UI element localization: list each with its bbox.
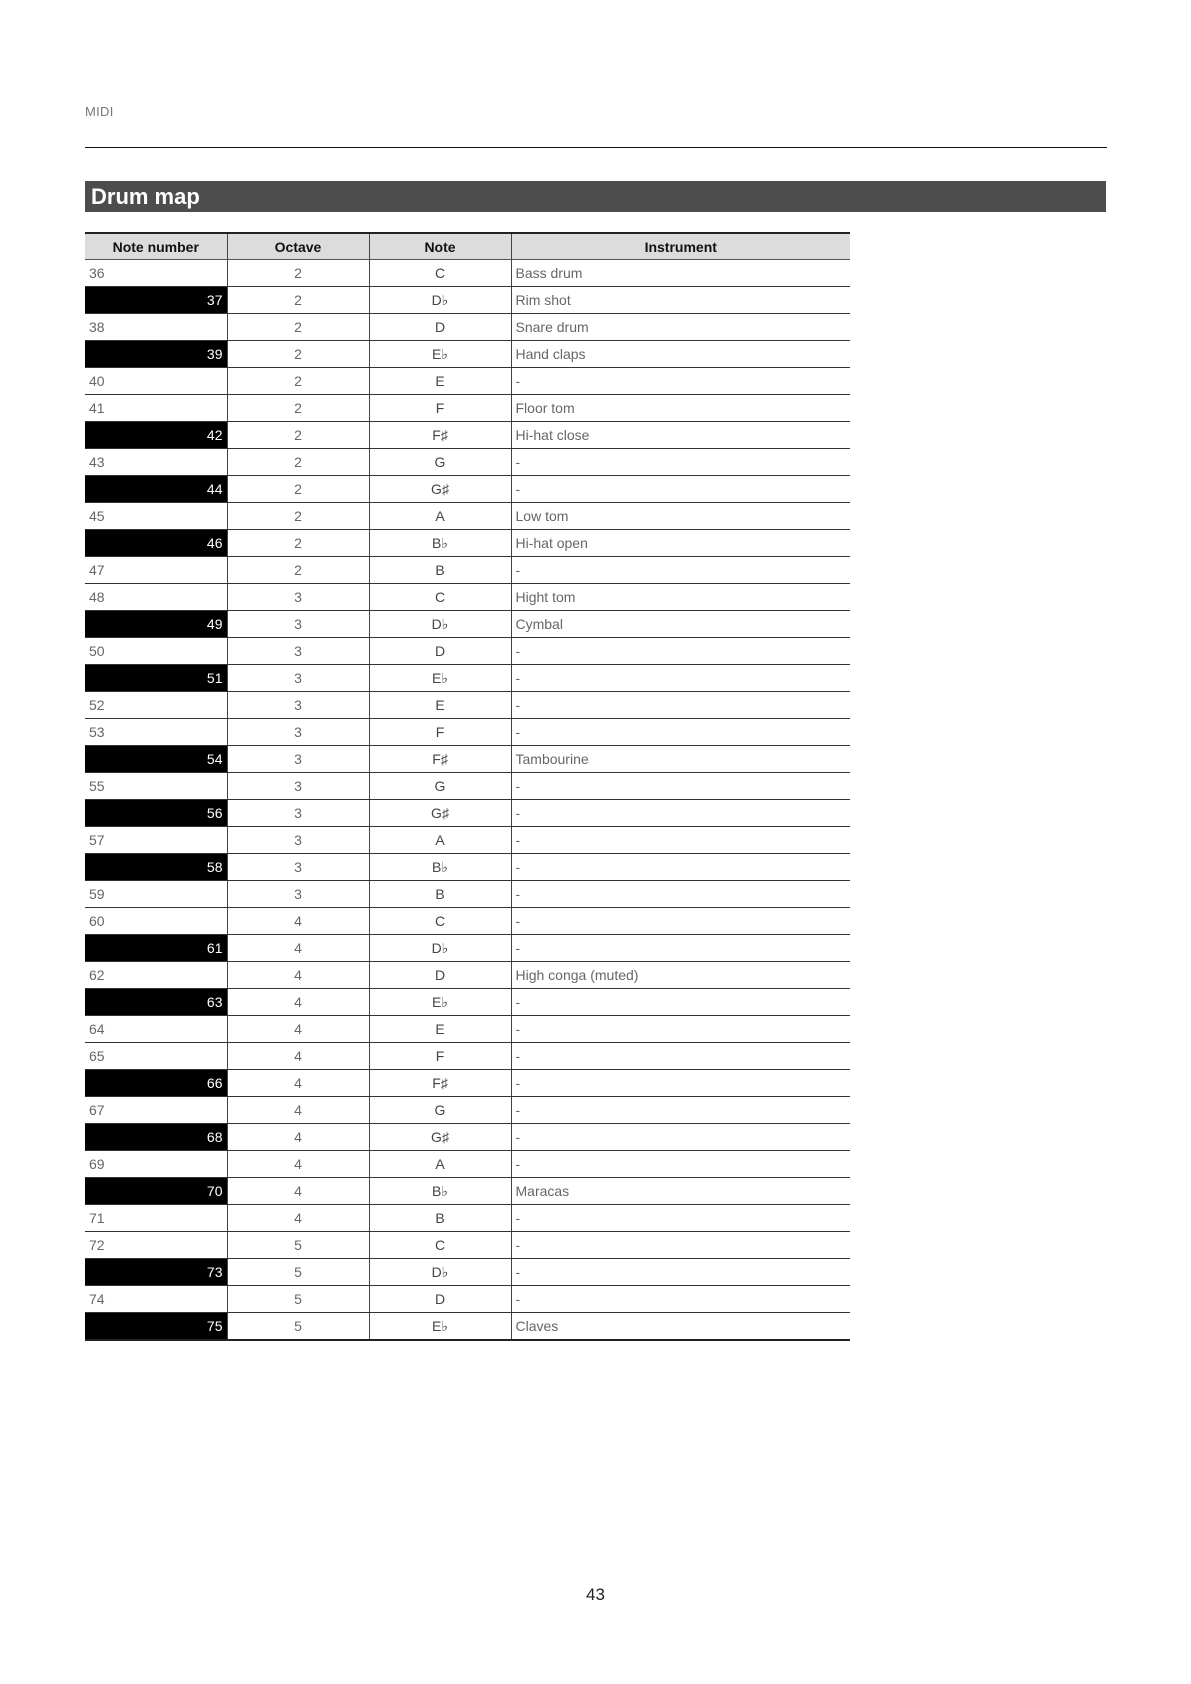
instrument-cell: Hand claps	[511, 341, 850, 368]
octave-cell: 5	[227, 1259, 369, 1286]
note-cell: A	[369, 827, 511, 854]
table-row	[85, 341, 850, 368]
note-number-cell: 39	[85, 341, 227, 368]
note-cell: G♯	[369, 800, 511, 827]
octave-cell: 4	[227, 1097, 369, 1124]
instrument-cell: Floor tom	[511, 395, 850, 422]
instrument-cell: -	[511, 1124, 850, 1151]
drum-map-table	[85, 232, 850, 1341]
note-number-cell: 37	[85, 287, 227, 314]
table-row	[85, 584, 850, 611]
note-number-cell: 52	[85, 692, 227, 719]
instrument-cell: -	[511, 800, 850, 827]
page-number: 43	[586, 1585, 605, 1604]
octave-cell: 5	[227, 1313, 369, 1341]
note-cell: A	[369, 1151, 511, 1178]
instrument-cell: Rim shot	[511, 287, 850, 314]
instrument-cell: -	[511, 476, 850, 503]
table-row	[85, 692, 850, 719]
octave-cell: 4	[227, 1124, 369, 1151]
table-row	[85, 314, 850, 341]
octave-cell: 4	[227, 989, 369, 1016]
note-cell: C	[369, 584, 511, 611]
table-row	[85, 422, 850, 449]
octave-cell: 4	[227, 1016, 369, 1043]
note-number-cell: 42	[85, 422, 227, 449]
table-row	[85, 935, 850, 962]
note-number-cell: 54	[85, 746, 227, 773]
octave-cell: 3	[227, 584, 369, 611]
note-cell: F	[369, 395, 511, 422]
octave-cell: 4	[227, 1178, 369, 1205]
note-number-cell: 36	[85, 260, 227, 287]
note-number-cell: 40	[85, 368, 227, 395]
note-number-cell: 38	[85, 314, 227, 341]
section-title: Drum map	[91, 184, 200, 209]
note-number-cell: 68	[85, 1124, 227, 1151]
table-row	[85, 557, 850, 584]
instrument-cell: -	[511, 773, 850, 800]
table-row	[85, 1259, 850, 1286]
note-cell: F♯	[369, 1070, 511, 1097]
table-row	[85, 530, 850, 557]
column-header-instrument: Instrument	[511, 233, 850, 260]
table-row	[85, 1205, 850, 1232]
note-number-cell: 47	[85, 557, 227, 584]
header-rule	[85, 147, 1107, 148]
octave-cell: 2	[227, 260, 369, 287]
octave-cell: 2	[227, 503, 369, 530]
note-cell: F♯	[369, 422, 511, 449]
note-number-cell: 51	[85, 665, 227, 692]
octave-cell: 3	[227, 800, 369, 827]
octave-cell: 4	[227, 1151, 369, 1178]
note-number-cell: 65	[85, 1043, 227, 1070]
table-row	[85, 800, 850, 827]
instrument-cell: -	[511, 827, 850, 854]
note-cell: D	[369, 638, 511, 665]
note-number-cell: 55	[85, 773, 227, 800]
octave-cell: 5	[227, 1232, 369, 1259]
note-cell: E♭	[369, 1313, 511, 1341]
drum-map-body	[85, 260, 850, 1341]
note-number-cell: 56	[85, 800, 227, 827]
note-cell: E	[369, 692, 511, 719]
instrument-cell: Hight tom	[511, 584, 850, 611]
octave-cell: 2	[227, 530, 369, 557]
instrument-cell: -	[511, 989, 850, 1016]
octave-cell: 2	[227, 341, 369, 368]
table-row	[85, 260, 850, 287]
instrument-cell: -	[511, 368, 850, 395]
instrument-cell: -	[511, 1070, 850, 1097]
table-row	[85, 989, 850, 1016]
note-number-cell: 74	[85, 1286, 227, 1313]
table-row	[85, 962, 850, 989]
instrument-cell: -	[511, 881, 850, 908]
note-cell: G♯	[369, 1124, 511, 1151]
note-cell: B♭	[369, 530, 511, 557]
octave-cell: 3	[227, 611, 369, 638]
note-number-cell: 66	[85, 1070, 227, 1097]
note-number-cell: 72	[85, 1232, 227, 1259]
table-row	[85, 368, 850, 395]
instrument-cell: -	[511, 692, 850, 719]
instrument-cell: -	[511, 449, 850, 476]
instrument-cell: -	[511, 1016, 850, 1043]
table-row	[85, 395, 850, 422]
table-row	[85, 449, 850, 476]
note-number-cell: 67	[85, 1097, 227, 1124]
instrument-cell: Bass drum	[511, 260, 850, 287]
note-cell: G	[369, 773, 511, 800]
note-cell: E♭	[369, 341, 511, 368]
octave-cell: 2	[227, 287, 369, 314]
column-header-note: Note	[369, 233, 511, 260]
instrument-cell: -	[511, 1043, 850, 1070]
note-cell: D	[369, 314, 511, 341]
note-number-cell: 63	[85, 989, 227, 1016]
instrument-cell: -	[511, 854, 850, 881]
instrument-cell: -	[511, 1232, 850, 1259]
octave-cell: 3	[227, 827, 369, 854]
instrument-cell: -	[511, 908, 850, 935]
octave-cell: 3	[227, 881, 369, 908]
instrument-cell: Maracas	[511, 1178, 850, 1205]
note-number-cell: 73	[85, 1259, 227, 1286]
note-number-cell: 71	[85, 1205, 227, 1232]
note-number-cell: 69	[85, 1151, 227, 1178]
octave-cell: 2	[227, 422, 369, 449]
note-cell: F	[369, 719, 511, 746]
note-cell: D♭	[369, 287, 511, 314]
note-cell: D♭	[369, 935, 511, 962]
note-number-cell: 61	[85, 935, 227, 962]
table-row	[85, 638, 850, 665]
instrument-cell: -	[511, 1205, 850, 1232]
instrument-cell: Snare drum	[511, 314, 850, 341]
octave-cell: 3	[227, 719, 369, 746]
table-row	[85, 773, 850, 800]
instrument-cell: Tambourine	[511, 746, 850, 773]
note-number-cell: 49	[85, 611, 227, 638]
instrument-cell: Low tom	[511, 503, 850, 530]
note-cell: D♭	[369, 611, 511, 638]
octave-cell: 3	[227, 773, 369, 800]
table-row	[85, 746, 850, 773]
section-header-bar	[85, 181, 1106, 212]
note-cell: D♭	[369, 1259, 511, 1286]
table-row	[85, 1070, 850, 1097]
table-row	[85, 611, 850, 638]
instrument-cell: -	[511, 1286, 850, 1313]
running-head: MIDI	[85, 104, 114, 119]
note-number-cell: 58	[85, 854, 227, 881]
column-header-note-number: Note number	[85, 233, 227, 260]
note-cell: E♭	[369, 989, 511, 1016]
octave-cell: 3	[227, 638, 369, 665]
note-number-cell: 60	[85, 908, 227, 935]
note-number-cell: 43	[85, 449, 227, 476]
table-row	[85, 1151, 850, 1178]
octave-cell: 4	[227, 1070, 369, 1097]
table-row	[85, 1313, 850, 1341]
octave-cell: 4	[227, 1043, 369, 1070]
note-cell: G	[369, 449, 511, 476]
octave-cell: 4	[227, 1205, 369, 1232]
note-cell: B	[369, 1205, 511, 1232]
octave-cell: 5	[227, 1286, 369, 1313]
octave-cell: 2	[227, 395, 369, 422]
note-cell: B	[369, 881, 511, 908]
note-cell: F	[369, 1043, 511, 1070]
note-number-cell: 44	[85, 476, 227, 503]
note-cell: E♭	[369, 665, 511, 692]
instrument-cell: -	[511, 1151, 850, 1178]
table-row	[85, 1097, 850, 1124]
table-row	[85, 665, 850, 692]
octave-cell: 3	[227, 692, 369, 719]
note-cell: G♯	[369, 476, 511, 503]
table-row	[85, 854, 850, 881]
octave-cell: 4	[227, 962, 369, 989]
instrument-cell: -	[511, 557, 850, 584]
note-number-cell: 48	[85, 584, 227, 611]
note-cell: F♯	[369, 746, 511, 773]
note-cell: D	[369, 962, 511, 989]
note-cell: E	[369, 1016, 511, 1043]
table-row	[85, 1286, 850, 1313]
table-row	[85, 908, 850, 935]
table-row	[85, 881, 850, 908]
table-row	[85, 1232, 850, 1259]
instrument-cell: Hi-hat open	[511, 530, 850, 557]
instrument-cell: -	[511, 638, 850, 665]
note-number-cell: 75	[85, 1313, 227, 1341]
note-number-cell: 53	[85, 719, 227, 746]
octave-cell: 2	[227, 449, 369, 476]
instrument-cell: High conga (muted)	[511, 962, 850, 989]
table-row	[85, 1016, 850, 1043]
instrument-cell: Cymbal	[511, 611, 850, 638]
instrument-cell: -	[511, 935, 850, 962]
note-number-cell: 70	[85, 1178, 227, 1205]
note-number-cell: 59	[85, 881, 227, 908]
table-row	[85, 287, 850, 314]
octave-cell: 3	[227, 854, 369, 881]
note-number-cell: 41	[85, 395, 227, 422]
instrument-cell: -	[511, 1259, 850, 1286]
note-number-cell: 50	[85, 638, 227, 665]
table-header-row	[85, 233, 850, 260]
table-row	[85, 827, 850, 854]
column-header-octave: Octave	[227, 233, 369, 260]
note-number-cell: 46	[85, 530, 227, 557]
table-row	[85, 1178, 850, 1205]
table-row	[85, 476, 850, 503]
octave-cell: 3	[227, 746, 369, 773]
instrument-cell: -	[511, 719, 850, 746]
note-cell: B♭	[369, 854, 511, 881]
note-number-cell: 62	[85, 962, 227, 989]
octave-cell: 4	[227, 935, 369, 962]
instrument-cell: Hi-hat close	[511, 422, 850, 449]
instrument-cell: -	[511, 665, 850, 692]
note-cell: B	[369, 557, 511, 584]
table-row	[85, 719, 850, 746]
note-cell: E	[369, 368, 511, 395]
note-cell: C	[369, 908, 511, 935]
note-cell: D	[369, 1286, 511, 1313]
note-cell: A	[369, 503, 511, 530]
instrument-cell: -	[511, 1097, 850, 1124]
octave-cell: 2	[227, 557, 369, 584]
note-cell: G	[369, 1097, 511, 1124]
note-number-cell: 45	[85, 503, 227, 530]
note-number-cell: 64	[85, 1016, 227, 1043]
table-row	[85, 1043, 850, 1070]
octave-cell: 4	[227, 908, 369, 935]
table-row	[85, 1124, 850, 1151]
octave-cell: 2	[227, 314, 369, 341]
octave-cell: 2	[227, 476, 369, 503]
note-number-cell: 57	[85, 827, 227, 854]
instrument-cell: Claves	[511, 1313, 850, 1341]
table-row	[85, 503, 850, 530]
octave-cell: 3	[227, 665, 369, 692]
note-cell: C	[369, 260, 511, 287]
note-cell: B♭	[369, 1178, 511, 1205]
octave-cell: 2	[227, 368, 369, 395]
note-cell: C	[369, 1232, 511, 1259]
